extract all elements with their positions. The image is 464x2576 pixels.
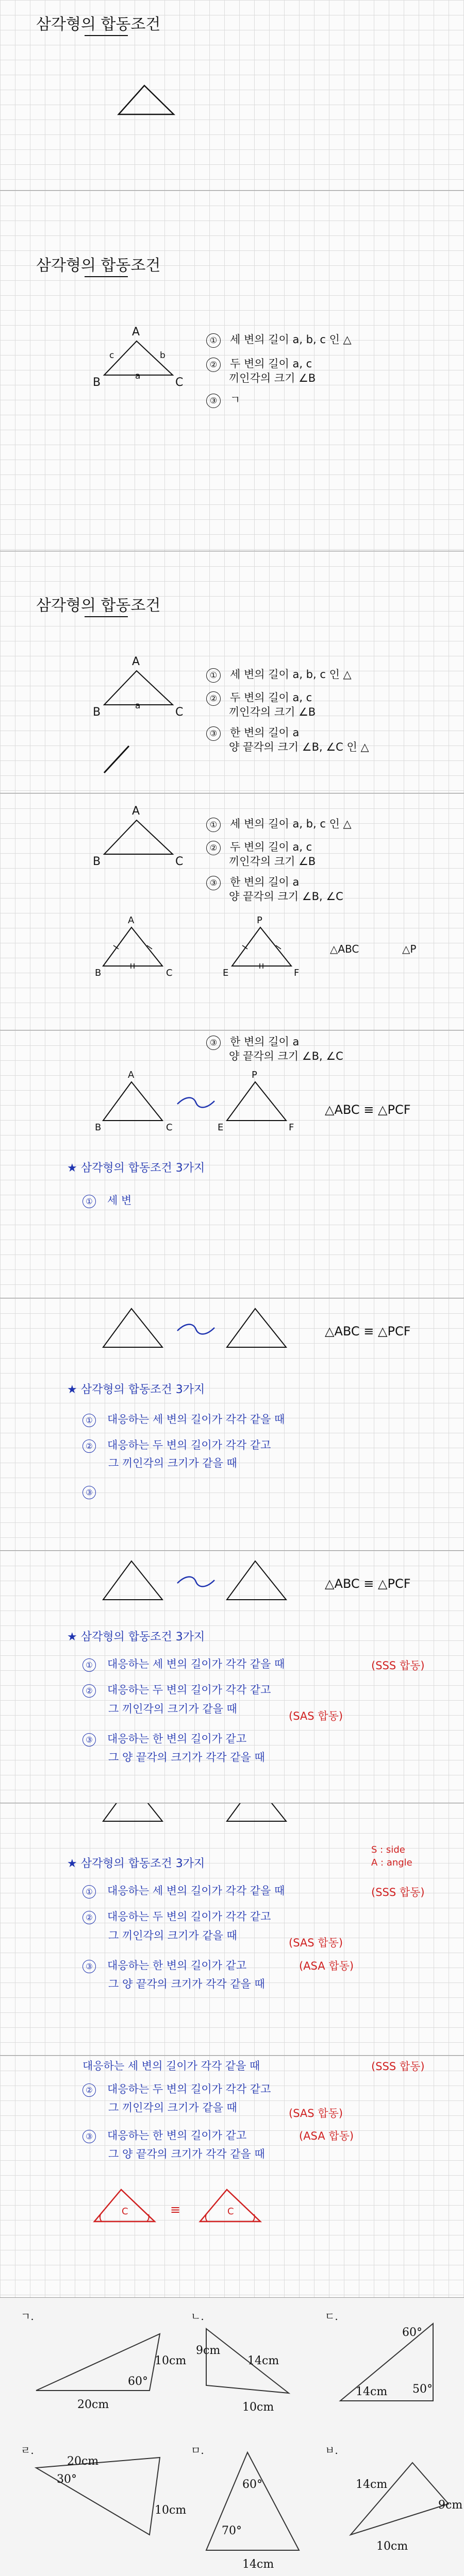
tilde-mark — [175, 1574, 217, 1589]
note-panel-9 — [0, 2056, 464, 2298]
rule-2: ② 대응하는 두 변의 길이가 각각 같고 — [82, 2081, 271, 2097]
vertex-label: P — [257, 915, 262, 926]
triangle-abc-partial — [98, 1803, 170, 1829]
note-panel-3 — [0, 551, 464, 793]
exercise-label: ㅂ. — [325, 2444, 338, 2456]
vertex-label: B — [93, 706, 101, 719]
note-panel-8 — [0, 1803, 464, 2056]
rule-2b: 그 끼인각의 크기가 같을 때 — [108, 1703, 237, 1715]
vertex-label: C — [175, 706, 184, 719]
condition-1: ① 세 변의 길이 a, b, c 인 △ — [206, 817, 352, 832]
triangle-abc-small — [98, 1298, 170, 1355]
congruence-note: △P — [402, 943, 417, 955]
condition-3: ③ 한 변의 길이 a — [206, 725, 299, 741]
page-title: 삼각형의 합동조건 — [36, 592, 160, 615]
vertex-label: C — [227, 2206, 234, 2217]
vertex-label: A — [132, 655, 140, 668]
exercise-label: ㄴ. — [191, 2310, 204, 2323]
triangle-pef-partial — [222, 1803, 294, 1829]
sss-tag: (SSS 합동) — [371, 1886, 425, 1899]
measure-label: 30° — [57, 2473, 77, 2486]
note-panel-2 — [0, 191, 464, 551]
vertex-label: F — [294, 968, 300, 978]
measure-label: 60° — [128, 2375, 148, 2388]
condition-3b: 양 끝각의 크기 ∠B, ∠C — [229, 890, 343, 903]
measure-label: 20cm — [67, 2455, 99, 2468]
note-panel-6 — [0, 1298, 464, 1551]
triangle-abc — [98, 814, 180, 866]
rules-heading: ★ 삼각형의 합동조건 3가지 — [67, 1383, 205, 1396]
side-label: c — [109, 350, 114, 361]
condition-1: ① 세 변의 길이 a, b, c 인 △ — [206, 332, 352, 348]
vertex-label: A — [132, 326, 140, 338]
tilde-mark — [175, 1321, 217, 1337]
measure-label: 60° — [402, 2326, 422, 2339]
vertex-label: E — [218, 1122, 224, 1133]
vertex-label: A — [132, 805, 140, 818]
measure-label: 10cm — [242, 2401, 274, 2414]
exercise-triangle-d — [330, 2318, 443, 2421]
congruent-sign: ≡ — [170, 2202, 181, 2217]
exercise-triangle-m — [196, 2447, 309, 2561]
note-panel-5 — [0, 1030, 464, 1298]
vertex-label: B — [93, 376, 101, 389]
sss-tag: (SSS 합동) — [371, 2060, 425, 2073]
measure-label: 14cm — [242, 2558, 274, 2571]
vertex-label: C — [175, 855, 184, 868]
exercise-label: ㅁ. — [191, 2444, 204, 2456]
vertex-label: P — [252, 1070, 257, 1080]
vertex-label: F — [289, 1122, 294, 1133]
rule-1: ① 세 변 — [82, 1193, 131, 1208]
measure-label: 10cm — [155, 2504, 187, 2517]
triangle-abc-small — [98, 1551, 170, 1607]
sas-tag: (SAS 합동) — [289, 1710, 343, 1722]
rule-3: ③ 대응하는 한 변의 길이가 같고 — [82, 2128, 246, 2143]
measure-label: 9cm — [196, 2344, 221, 2357]
exercise-triangle-b — [340, 2458, 454, 2550]
rule-2b: 그 끼인각의 크기가 같을 때 — [108, 2102, 237, 2114]
rule-3b: 그 양 끝각의 크기가 각각 같을 때 — [108, 1978, 265, 1990]
measure-label: 50° — [412, 2383, 433, 2396]
rule-2b: 그 끼인각의 크기가 같을 때 — [108, 1929, 237, 1942]
measure-label: 60° — [242, 2478, 262, 2491]
exercise-label: ㄱ. — [21, 2310, 34, 2323]
condition-2: ② 두 변의 길이 a, c — [206, 357, 312, 372]
angle-note: A : angle — [371, 1857, 412, 1868]
congruence-statement: △ABC ≡ △PCF — [325, 1577, 411, 1591]
rules-heading: ★ 삼각형의 합동조건 3가지 — [67, 1857, 205, 1870]
condition-2b: 끼인각의 크기 ∠B — [229, 706, 316, 718]
triangle-pef-small — [222, 1072, 294, 1128]
rule-3: ③ 대응하는 한 변의 길이가 같고 — [82, 1731, 246, 1747]
triangle-sketch — [116, 82, 178, 124]
rule-3b: 그 양 끝각의 크기가 각각 같을 때 — [108, 2148, 265, 2160]
measure-label: 9cm — [438, 2499, 463, 2512]
rule-2: ② 대응하는 두 변의 길이가 각각 같고 — [82, 1682, 271, 1698]
vertex-label: A — [128, 1070, 135, 1080]
vertex-label: C — [122, 2206, 128, 2217]
vertex-label: C — [175, 376, 184, 389]
vertex-label: A — [128, 915, 135, 926]
sss-tag: (SSS 합동) — [371, 1659, 425, 1672]
rules-heading: ★ 삼각형의 합동조건 3가지 — [67, 1162, 205, 1175]
rule-2: ② 대응하는 두 변의 길이가 각각 같고 — [82, 1437, 271, 1453]
vertex-label: E — [223, 968, 229, 978]
condition-2b: 끼인각의 크기 ∠B — [229, 372, 316, 384]
measure-label: 10cm — [155, 2354, 187, 2367]
condition-3b: 양 끝각의 크기 ∠B, ∠C 인 △ — [229, 741, 369, 753]
side-label: b — [160, 350, 165, 361]
vertex-label: B — [93, 855, 101, 868]
measure-label: 14cm — [247, 2354, 279, 2367]
tilde-mark — [175, 1095, 217, 1110]
condition-1: ① 세 변의 길이 a, b, c 인 △ — [206, 667, 352, 683]
vertex-label: B — [95, 1122, 102, 1133]
side-label: a — [135, 371, 141, 381]
side-label: a — [135, 701, 141, 711]
asa-tag: (ASA 합동) — [299, 2130, 354, 2142]
exercise-sheet-1 — [0, 2298, 464, 2576]
measure-label: 14cm — [356, 2385, 388, 2398]
triangle-pef-small — [227, 917, 299, 974]
measure-label: 70° — [222, 2524, 242, 2537]
measure-label: 14cm — [356, 2478, 388, 2491]
pen-stroke — [98, 742, 139, 783]
congruence-statement: △ABC ≡ △PCF — [325, 1103, 411, 1117]
triangle-pef-small — [222, 1551, 294, 1607]
condition-3: ③ 한 변의 길이 a — [206, 1035, 299, 1050]
vertex-label: C — [166, 1122, 173, 1133]
rule-1: ① 대응하는 세 변의 길이가 각각 같을 때 — [82, 1412, 285, 1427]
condition-3: ③ 한 변의 길이 a — [206, 875, 299, 890]
condition-3: ③ ㄱ — [206, 393, 240, 408]
rule-3: ③ 대응하는 한 변의 길이가 같고 — [82, 1958, 246, 1973]
vertex-label: B — [95, 968, 102, 978]
condition-2b: 끼인각의 크기 ∠B — [229, 855, 316, 868]
sas-tag: (SAS 합동) — [289, 2107, 343, 2120]
note-panel-7 — [0, 1551, 464, 1803]
rule-3b: 그 양 끝각의 크기가 각각 같을 때 — [108, 1751, 265, 1764]
page-title: 삼각형의 합동조건 — [36, 11, 160, 34]
exercise-label: ㄹ. — [21, 2444, 34, 2456]
rule-1: 대응하는 세 변의 길이가 각각 같을 때 — [82, 2060, 260, 2072]
sas-tag: (SAS 합동) — [289, 1937, 343, 1949]
rules-heading: ★ 삼각형의 합동조건 3가지 — [67, 1631, 205, 1643]
measure-label: 20cm — [77, 2398, 109, 2411]
condition-2: ② 두 변의 길이 a, c — [206, 690, 312, 706]
exercise-triangle-n — [196, 2324, 299, 2411]
note-panel-1 — [0, 0, 464, 191]
measure-label: 10cm — [376, 2540, 408, 2553]
triangle-pef-small — [222, 1298, 294, 1355]
condition-3b: 양 끝각의 크기 ∠B, ∠C — [229, 1050, 343, 1062]
rule-1: ① 대응하는 세 변의 길이가 각각 같을 때 — [82, 1656, 285, 1672]
rule-2b: 그 끼인각의 크기가 같을 때 — [108, 1457, 237, 1469]
side-note: S : side — [371, 1844, 405, 1855]
congruence-statement: △ABC ≡ △PCF — [325, 1324, 411, 1338]
asa-tag: (ASA 합동) — [299, 1960, 354, 1972]
rule-3: ③ — [82, 1484, 107, 1499]
note-panel-4 — [0, 793, 464, 1030]
rule-2: ② 대응하는 두 변의 길이가 각각 같고 — [82, 1909, 271, 1924]
congruence-note: △ABC — [330, 943, 359, 955]
exercise-label: ㄷ. — [325, 2310, 338, 2323]
condition-2: ② 두 변의 길이 a, c — [206, 840, 312, 855]
page-title: 삼각형의 합동조건 — [36, 252, 160, 275]
rule-1: ① 대응하는 세 변의 길이가 각각 같을 때 — [82, 1883, 285, 1899]
vertex-label: C — [166, 968, 173, 978]
